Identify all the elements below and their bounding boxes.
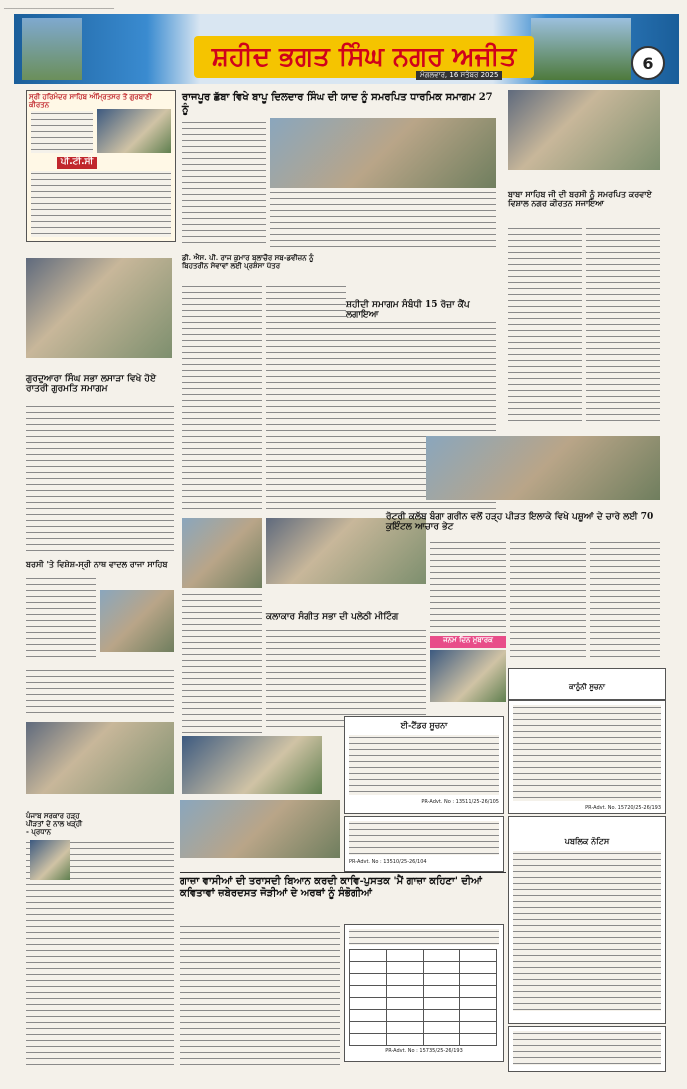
tender-text — [349, 735, 499, 795]
rotary-headline: ਰੋਟਰੀ ਕਲੱਬ ਬੰਗਾ ਗਰੀਨ ਵਲੋਂ ਹੜ੍ਹ ਪੀੜਤ ਇਲਾਕੇ ਵਿਖੇ ਪਸ਼ੂਆਂ ਦੇ ਚਾਰੇ ਲਈ 70 ਕੁਇੰਟਲ ਆਚਾਰ ਭੇਟ — [386, 512, 654, 533]
print-slug: ____________________________________________ — [4, 3, 114, 9]
kirtan-schedule-box — [26, 90, 176, 242]
small-ad-text — [349, 821, 499, 855]
small-ad-advt: PR-Advt. No : 13510/25-26/104 — [349, 859, 427, 865]
birthday-photo — [430, 650, 506, 702]
barsi-headline: ਬਰਸੀ 'ਤੇ ਵਿਸ਼ੇਸ਼-ਸ੍ਰੀ ਨਾਥ ਵਾਦਲ ਰਾਜਾ ਸਾਹਿਬ — [26, 559, 168, 569]
camp-headline: ਸ਼ਹੀਦੀ ਸਮਾਗਮ ਸੰਬੰਧੀ 15 ਰੋਜ਼ਾ ਕੈਂਪ ਲਗਾਇਆ — [346, 300, 470, 321]
masthead — [14, 14, 679, 84]
page-number: 6 — [631, 46, 665, 80]
main-article-body — [270, 190, 496, 248]
award-article-col1 — [182, 284, 262, 514]
flood-photo — [26, 722, 174, 794]
small-ad-box — [344, 816, 504, 872]
legal-notice-advt: PR-Advt. No. 15720/25-26/193 — [585, 805, 661, 811]
portrait-photo — [30, 840, 70, 880]
gaza-article — [180, 924, 340, 1070]
table-ad — [344, 924, 504, 1062]
nagar-kirtan-col1 — [508, 226, 582, 426]
print-footer — [0, 1077, 687, 1089]
golden-temple-photo — [97, 109, 171, 153]
officer-photo — [182, 518, 262, 588]
public-notice-box — [508, 816, 666, 1024]
bottom-photo-center — [180, 800, 340, 858]
masthead-title: ਸ਼ਹੀਦ ਭਗਤ ਸਿੰਘ ਨਗਰ ਅਜੀਤ — [194, 36, 534, 78]
flood-headline: ਪੰਜਾਬ ਸਰਕਾਰ ਹੜ੍ਹ ਪੀੜਤਾਂ ਦੇ ਨਾਲ ਖੜ੍ਹੀ - ਪ੍ਰਧਾਨ — [26, 811, 83, 837]
rotary-col3 — [590, 540, 660, 660]
nagar-kirtan-photo — [508, 90, 660, 170]
tender-box — [344, 716, 504, 814]
award-headline: ਡੀ. ਐਸ. ਪੀ. ਰਾਜ ਕੁਮਾਰ ਬਲਾਚੌਰ ਸਬ-ਡਵੀਜ਼ਨ ਨੂੰ ਬਿਹਤਰੀਨ ਸੇਵਾਵਾਂ ਲਈ ਪ੍ਰਸ਼ੰਸਾ ਪੱਤਰ — [182, 253, 314, 271]
public-notice-title: ਪਬਲਿਕ ਨੋਟਿਸ — [564, 837, 610, 846]
birthday-label: ਜਨਮ ਦਿਨ ਮੁਬਾਰਕ — [430, 636, 506, 648]
legal-notice-box — [508, 668, 666, 700]
kirtan-photo — [26, 258, 172, 358]
table-ad-header — [349, 929, 499, 945]
legal-notice-text — [513, 705, 661, 801]
schedule-text — [31, 111, 93, 153]
landscape-image — [531, 18, 631, 80]
table-ad-advt: PR-Advt. No : 15735/25-26/193 — [385, 1048, 463, 1054]
bottom-ad-box — [508, 1026, 666, 1072]
public-notice-text — [513, 851, 661, 1011]
main-headline: ਰਾਜਪੂਰ ਛੱਬਾ ਵਿਖੇ ਬਾਪੂ ਦਿਲਦਾਰ ਸਿੰਘ ਦੀ ਯਾਦ ਨੂੰ ਸਮਰਪਿਤ ਧਾਰਮਿਕ ਸਮਾਗਮ 27 ਨੂੰ — [182, 92, 493, 115]
meeting-article-col1 — [182, 592, 262, 734]
tender-table — [349, 949, 497, 1046]
tender-title: ਈ-ਟੈਂਡਰ ਸੂਚਨਾ — [400, 721, 448, 730]
gurudwara-headline: ਗੁਰਦੁਆਰਾ ਸਿੰਘ ਸਭਾ ਲਸਾੜਾ ਵਿਖੇ ਹੋਏ ਰਾਤਰੀ ਗੁਰਮਤਿ ਸਮਾਗਮ — [26, 374, 156, 395]
gurudwara-article — [26, 404, 174, 554]
schedule-badge: ਪੀ.ਟੀ.ਸੀ — [57, 157, 97, 169]
barsi-article-cont — [26, 668, 174, 718]
schedule-body — [31, 171, 171, 237]
kirtan-headline: ਸ੍ਰੀ ਹਰਿਮੰਦਰ ਸਾਹਿਬ ਅੰਮ੍ਰਿਤਸਰ ਤੋਂ ਗੁਰਬਾਣੀ ਕੀਰਤਨ — [29, 92, 152, 110]
divider — [180, 872, 506, 873]
tender-advt: PR-Advt. No : 13511/25-26/105 — [421, 799, 499, 805]
legal-notice-title: ਕਾਨੂੰਨੀ ਸੂਚਨਾ — [568, 683, 605, 691]
barsi-article — [26, 576, 96, 662]
nagar-kirtan-col2 — [586, 226, 660, 426]
masthead-date: ਮੰਗਲਵਾਰ, 16 ਸਤੰਬਰ 2025 — [416, 71, 502, 80]
main-article-col1 — [182, 120, 266, 248]
bottom-photo-left — [182, 736, 322, 794]
meeting-article — [266, 628, 426, 728]
legal-notice-text-box — [508, 700, 666, 814]
nagar-kirtan-headline: ਬਾਬਾ ਸਾਹਿਬ ਜੀ ਦੀ ਬਰਸੀ ਨੂੰ ਸਮਰਪਿਤ ਕਰਵਾਏ ਵਿਸ਼ਾਲ ਨਗਰ ਕੀਰਤਨ ਸਜਾਇਆ — [508, 189, 652, 209]
shrine-photo — [100, 590, 174, 652]
rotary-col2 — [510, 540, 586, 660]
gaza-headline: ਗਾਜ਼ਾ ਵਾਸੀਆਂ ਦੀ ਤਰਾਸਦੀ ਬਿਆਨ ਕਰਦੀ ਕਾਵਿ-ਪੁਸਤਕ 'ਮੈਂ ਗਾਜ਼ਾ ਕਹਿਣਾ' ਦੀਆਂ ਕਵਿਤਾਵਾਂ ਜ਼ਬੇਰਦਸਤ ਜੋੜੀਆਂ ਦੇ ਅਰਥਾਂ ਨੂੰ ਸੰਭੋਗੀਆਂ — [180, 876, 482, 899]
statue-image — [22, 18, 82, 80]
award-article-col2 — [266, 284, 346, 514]
meeting-headline: ਕਲਾਕਾਰ ਸੰਗੀਤ ਸਭਾ ਦੀ ਪਲੇਠੀ ਮੀਟਿੰਗ — [266, 612, 399, 622]
bottom-ad-text — [513, 1031, 661, 1065]
rotary-photo — [426, 436, 660, 500]
main-group-photo — [270, 118, 496, 188]
